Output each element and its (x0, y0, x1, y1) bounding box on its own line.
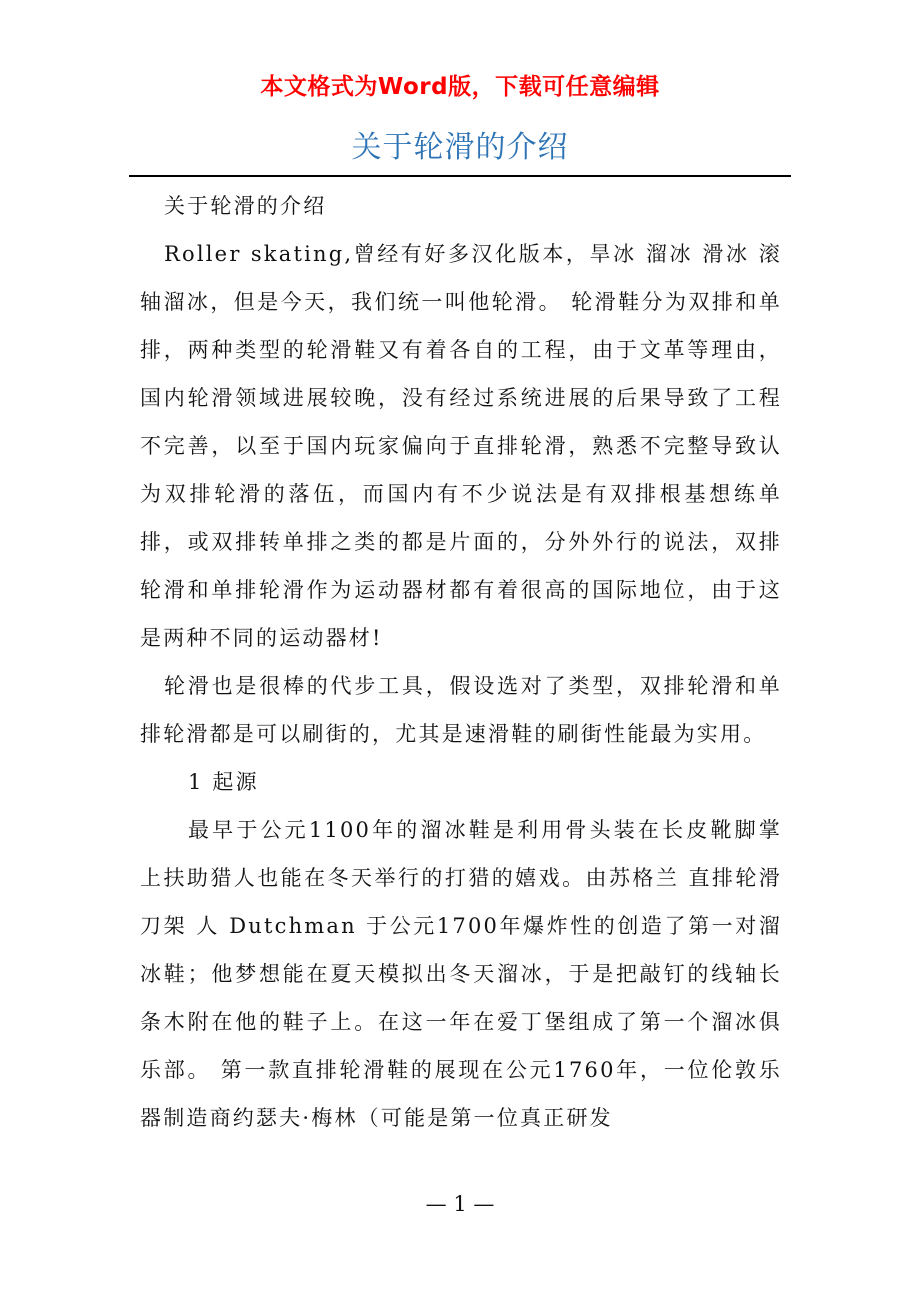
paragraph-origin: 最早于公元1100年的溜冰鞋是利用骨头装在长皮靴脚掌上扶助猎人也能在冬天举行的打猎的嬉戏。由苏格兰 直排轮滑刀架 人 Dutchman 于公元1700年爆炸性的创造了第一对溜冰鞋；他梦想能在夏天模拟出冬天溜冰，于是把敲钉的线轴长条木附在他的鞋子上。在这一年在爱丁堡组成了第一个溜冰俱乐部。 第一款直排轮滑鞋的展现在公元1760年，一位伦敦乐器制造商约瑟夫·梅林（可能是第一位真正研发 (140, 818, 782, 1130)
paragraph-commute: 轮滑也是很棒的代步工具，假设选对了类型，双排轮滑和单排轮滑都是可以刷街的，尤其是速滑鞋的刷街性能最为实用。 (140, 674, 782, 746)
document-subtitle: 关于轮滑的介绍 (164, 194, 327, 218)
section-heading-origin: 1 起源 (188, 770, 259, 794)
header-divider (129, 175, 791, 177)
document-body (140, 182, 782, 1142)
page-number: — 1 — (425, 1192, 495, 1216)
paragraph-intro: Roller skating,曾经有好多汉化版本，旱冰 溜冰 滑冰 滚轴溜冰，但是今天，我们统一叫他轮滑。 轮滑鞋分为双排和单排，两种类型的轮滑鞋又有着各自的工程，由于文革等理由，国内轮滑领域进展较晚，没有经过系统进展的后果导致了工程不完善，以至于国内玩家偏向于直排轮滑，熟悉不完整导致认为双排轮滑的落伍，而国内有不少说法是有双排根基想练单排，或双排转单排之类的都是片面的，分外外行的说法，双排轮滑和单排轮滑作为运动器材都有着很高的国际地位，由于这是两种不同的运动器材! (140, 242, 782, 650)
document-title: 关于轮滑的介绍 (351, 130, 569, 165)
word-format-notice: 本文格式为Word版，下载可任意编辑 (260, 74, 660, 100)
